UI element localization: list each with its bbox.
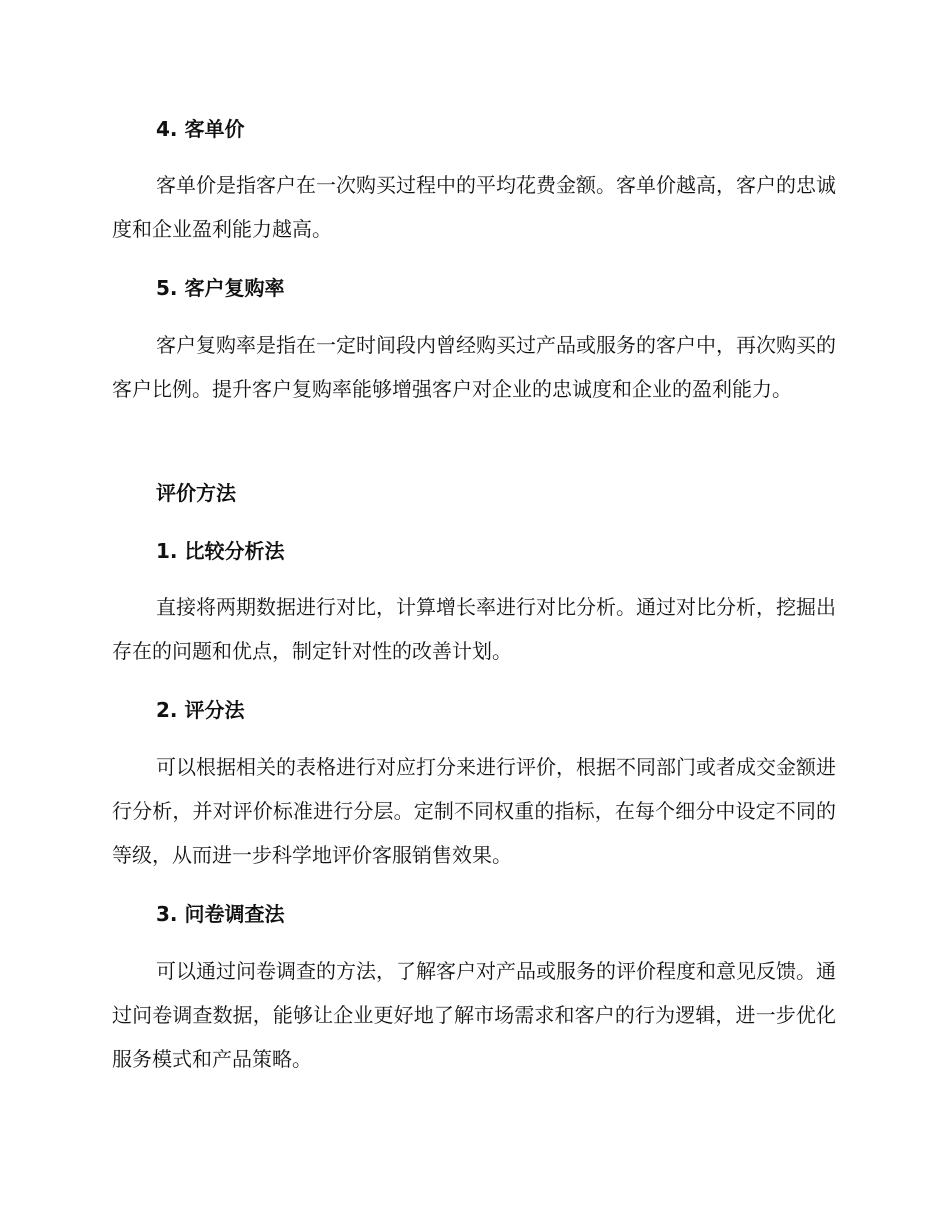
section-heading-questionnaire-survey: 3. 问卷调查法 <box>156 902 285 926</box>
section-paragraph-comparative-analysis: 直接将两期数据进行对比，计算增长率进行对比分析。通过对比分析，挖掘出存在的问题和优点，制定针对性的改善计划。 <box>112 595 836 663</box>
section-heading-comparative-analysis: 1. 比较分析法 <box>156 539 285 563</box>
section-paragraph-average-order-value: 客单价是指客户在一次购买过程中的平均花费金额。客单价越高，客户的忠诚度和企业盈利能力越高。 <box>112 173 836 241</box>
section-heading-average-order-value: 4. 客单价 <box>156 117 245 141</box>
section-heading-repurchase-rate: 5. 客户复购率 <box>156 276 285 300</box>
section-heading-evaluation-methods: 评价方法 <box>156 481 236 505</box>
section-paragraph-scoring-method: 可以根据相关的表格进行对应打分来进行评价，根据不同部门或者成交金额进行分析，并对评价标准进行分层。定制不同权重的指标，在每个细分中设定不同的等级，从而进一步科学地评价客服销售效果。 <box>112 755 836 867</box>
section-paragraph-repurchase-rate: 客户复购率是指在一定时间段内曾经购买过产品或服务的客户中，再次购买的客户比例。提升客户复购率能够增强客户对企业的忠诚度和企业的盈利能力。 <box>112 333 836 401</box>
section-paragraph-questionnaire-survey: 可以通过问卷调查的方法，了解客户对产品或服务的评价程度和意见反馈。通过问卷调查数据，能够让企业更好地了解市场需求和客户的行为逻辑，进一步优化服务模式和产品策略。 <box>112 959 836 1071</box>
section-heading-scoring-method: 2. 评分法 <box>156 698 245 722</box>
